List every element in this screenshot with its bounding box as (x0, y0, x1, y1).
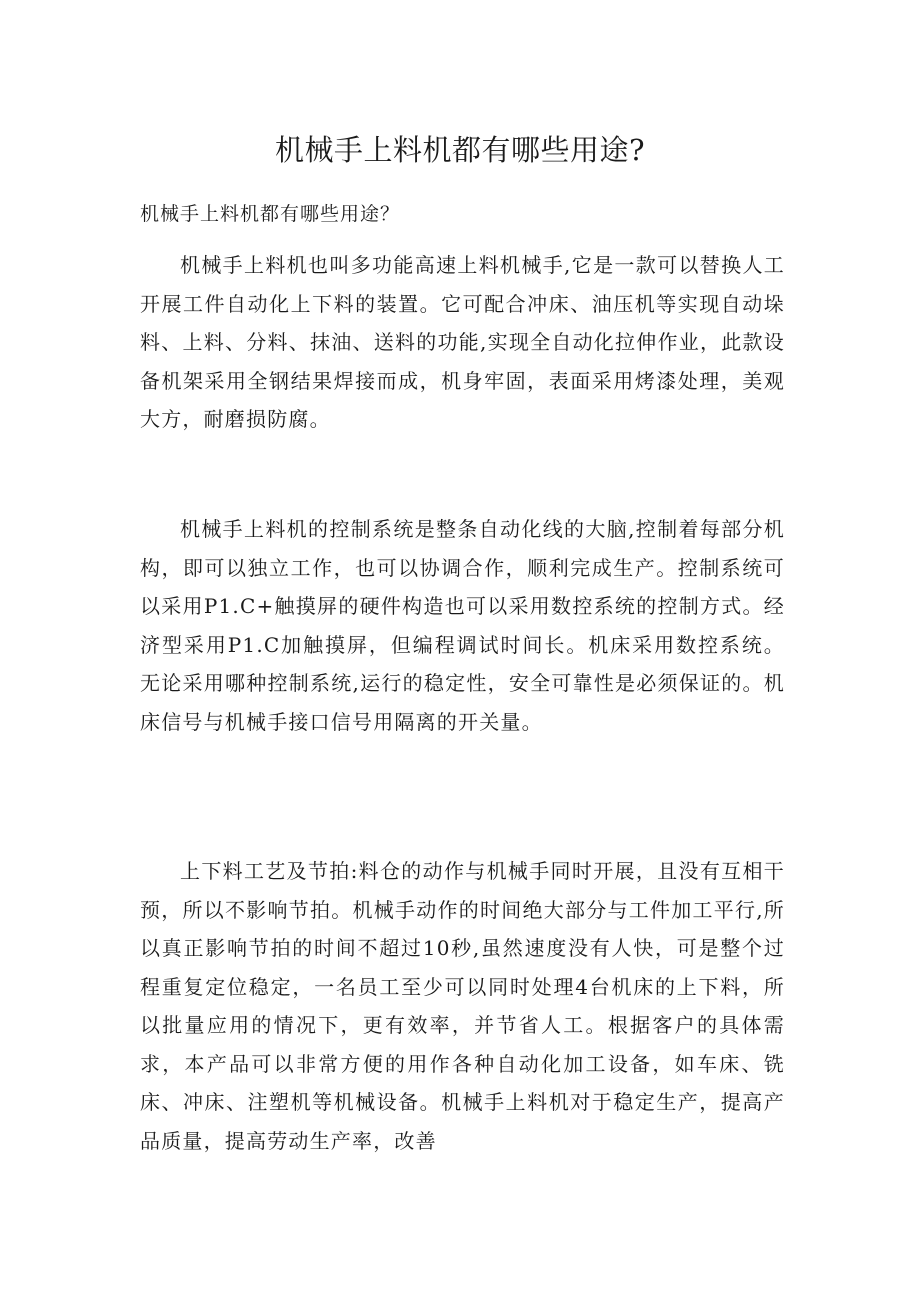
document-subtitle: 机械手上料机都有哪些用途？ (140, 203, 401, 225)
paragraph-3: 上下料工艺及节拍:料仓的动作与机械手同时开展，且没有互相干预，所以不影响节拍。机械手动作的时间绝大部分与工件加工平行,所以真正影响节拍的时间不超过10秒,虽然速度没有人快，可是整个过程重复定位稳定，一名员工至少可以同时处理4台机床的上下料，所以批量应用的情况下，更有效率，并节省人工。根据客户的具体需求，本产品可以非常方便的用作各种自动化加工设备，如车床、铣床、冲床、注塑机等机械设备。机械手上料机对于稳定生产，提高产品质量，提高劳动生产率，改善 (140, 859, 785, 1153)
paragraph-1: 机械手上料机也叫多功能高速上料机械手,它是一款可以替换人工开展工件自动化上下料的装置。它可配合冲床、油压机等实现自动垛料、上料、分料、抹油、送料的功能,实现全自动化拉伸作业，此款设备机架采用全钢结果焊接而成，机身牢固，表面采用烤漆处理，美观大方，耐磨损防腐。 (140, 253, 785, 431)
document-title: 机械手上料机都有哪些用途? (274, 133, 646, 167)
paragraph-2: 机械手上料机的控制系统是整条自动化线的大脑,控制着每部分机构，即可以独立工作，也可以协调合作，顺利完成生产。控制系统可以采用P1.C+触摸屏的硬件构造也可以采用数控系统的控制方式。经济型采用P1.C加触摸屏，但编程调试时间长。机床采用数控系统。无论采用哪种控制系统,运行的稳定性，安全可靠性是必须保证的。机床信号与机械手接口信号用隔离的开关量。 (140, 517, 785, 734)
